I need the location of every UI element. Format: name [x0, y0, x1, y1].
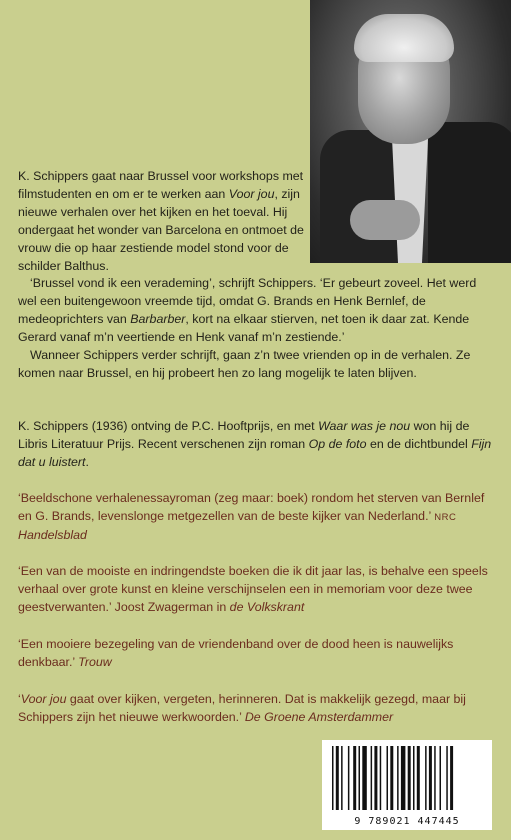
- barcode: [322, 740, 492, 830]
- quote-4-source: De Groene Amsterdammer: [244, 709, 394, 724]
- review-quote-2: [18, 563, 494, 617]
- bio-text-b: won hij de Libris Literatuur Prijs. Recent verschenen zijn roman: [18, 419, 470, 451]
- barcode-bar: [413, 746, 415, 810]
- blurb-p1-text-b: , zijn nieuwe verhalen over het kijken en het toeval. Hij ondergaat het wonder van Barcelona en ontmoet de vrouw die op haar zestiende model stond voor de schilder Balthus.: [18, 186, 304, 273]
- barcode-bars: [330, 746, 484, 810]
- bio-text-c: en de dichtbundel: [366, 436, 472, 451]
- bio-title-2: Op de foto: [308, 436, 367, 451]
- blurb-p2-title: Barbarber: [130, 312, 186, 327]
- barcode-bar: [362, 746, 367, 810]
- barcode-bar: [336, 746, 339, 810]
- blurb-p2-text-b: , kort na elkaar stierven, net toen ik daar zat. Kende Gerard vanaf m’n veertiende en Henk vanaf m’n zestiende.’: [18, 312, 470, 345]
- blurb-p1-text-a: K. Schippers gaat naar Brussel voor workshops met filmstudenten en om er te werken aan: [18, 169, 304, 201]
- quote-1-source-prefix: NRC: [434, 511, 457, 523]
- quote-4-title: Voor jou: [20, 692, 67, 706]
- barcode-bar: [429, 746, 432, 810]
- barcode-bar: [446, 746, 448, 810]
- barcode-bar: [341, 746, 343, 810]
- barcode-bar: [425, 746, 427, 810]
- barcode-bar: [408, 746, 411, 810]
- barcode-bar: [387, 746, 389, 810]
- bio-text-a: K. Schippers (1936) ontving de P.C. Hooftprijs, en met: [18, 419, 319, 433]
- blurb: [18, 168, 494, 383]
- barcode-bar: [417, 746, 420, 810]
- photo-hair: [354, 14, 454, 62]
- barcode-bar: [401, 746, 406, 810]
- quote-1-source: Handelsblad: [18, 527, 87, 542]
- review-quote-4: ‘Voor jou gaat over kijken, vergeten, herinneren. Dat is makkelijk gezegd, maar bij Schippers zijn het nieuwe werkwoorden.’ De Groene Amsterdammer: [18, 692, 466, 724]
- barcode-digits: 9 789021 447445: [354, 816, 460, 827]
- bio-title-1: Waar was je nou: [318, 419, 411, 433]
- blurb-paragraph-3: Wanneer Schippers verder schrijft, gaan z’n twee vrienden op in de verhalen. Ze komen naar Brussel, en hij probeert hen zo lang mogelijk te laten blijven.: [18, 348, 471, 380]
- barcode-bar: [434, 746, 436, 810]
- barcode-bar: [450, 746, 453, 810]
- bio-title-3: Fijn dat u luistert: [18, 436, 492, 469]
- blurb-p2-text-a: ‘Brussel vond ik een verademing’, schrijft Schippers. ‘Er gebeurt zoveel. Het werd wel een buitengewoon vreemde tijd, omdat G. Brands en Henk Bernlef, de medeoprichters van: [18, 276, 477, 327]
- quote-1-text: ‘Beeldschone verhalenessayroman (zeg maar: boek) rondom het sterven van Bernlef en G. Brands, levenslonge metgezellen van de beste kijker van Nederland.’: [18, 491, 485, 523]
- barcode-bar: [397, 746, 399, 810]
- barcode-bar: [359, 746, 361, 810]
- quote-4-text: gaat over kijken, vergeten, herinneren. Dat is makkelijk gezegd, maar bij Schippers zijn het nieuwe werkwoorden.’: [18, 692, 466, 724]
- quote-3-text: ‘Een mooiere bezegeling van de vriendenband over de dood heen is nauwelijks denkbaar.’: [18, 637, 454, 669]
- review-quote-3: [18, 636, 494, 672]
- blurb-paragraph-1: [18, 168, 304, 275]
- bio-paragraph: [18, 418, 494, 472]
- quote-2-source: de Volkskrant: [229, 599, 305, 614]
- author-bio: [18, 418, 494, 472]
- barcode-bar: [440, 746, 442, 810]
- barcode-bar: [374, 746, 377, 810]
- barcode-bar: [348, 746, 350, 810]
- barcode-bar: [371, 746, 373, 810]
- quote-2-text: ‘Een van de mooiste en indringendste boeken die ik dit jaar las, is behalve een speels verhaal over grote kunst en kleine verschijnselen een in memoriam voor deze twee geestverwanten.’ Joost Zwagerman in: [18, 564, 488, 614]
- blurb-paragraph-2: [18, 275, 494, 347]
- blurb-p1-title: Voor jou: [228, 186, 275, 201]
- bio-text-d: .: [85, 454, 89, 469]
- barcode-bar: [390, 746, 393, 810]
- review-quote-1: [18, 490, 494, 545]
- quote-3-source: Trouw: [78, 654, 112, 669]
- barcode-bar: [353, 746, 356, 810]
- barcode-bar: [332, 746, 334, 810]
- barcode-bar: [380, 746, 382, 810]
